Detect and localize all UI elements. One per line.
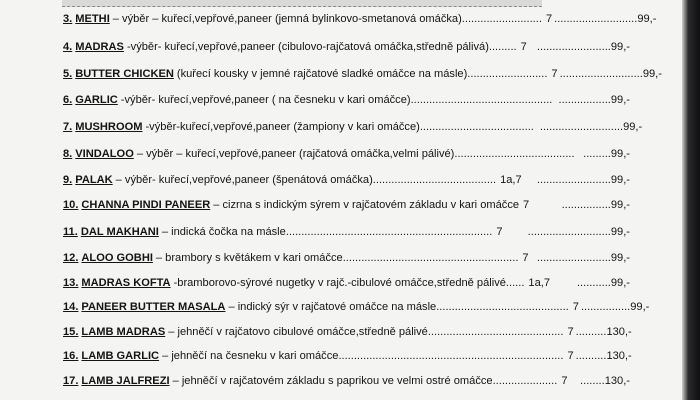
item-description: (kuřecí kousky v jemné rajčatové sladké omáčce na másle).......................... [176, 68, 548, 80]
item-number: 4. [63, 41, 73, 53]
item-price: ................99,- [580, 301, 650, 313]
item-name: CHANNA PINDI PANEER [81, 199, 211, 211]
item-allergens: 7 [522, 252, 529, 264]
item-price: .........99,- [583, 148, 630, 160]
item-allergens: 7 [567, 350, 574, 362]
item-price: ........................99,- [536, 174, 630, 186]
item-number: 13. [63, 277, 79, 289]
item-description: – indický sýr v rajčatové omáčce na másle........................................... [228, 301, 569, 313]
item-name: LAMB JALFREZI [81, 375, 170, 387]
item-description: -výběr- kuřecí,vepřové,paneer (cibulovo-rajčatová omáčka,středně pálivá)......... [126, 41, 517, 53]
item-description: – výběr – kuřecí,vepřové,paneer (rajčatová omáčka,velmi pálivé)....................................... [136, 148, 575, 160]
item-allergens: 7 [523, 199, 530, 211]
item-description: – jehněčí na česneku v kari omáčce......................................................................... [162, 350, 564, 362]
item-number: 10. [63, 199, 79, 211]
item-name: MADRAS KOFTA [81, 277, 171, 289]
item-name: ALOO GOBHI [81, 252, 153, 264]
item-allergens: 7 [572, 301, 579, 313]
menu-item [63, 67, 662, 81]
item-name: DAL MAKHANI [80, 226, 159, 238]
item-number: 16. [63, 350, 79, 362]
item-allergens: 7 [496, 226, 503, 238]
item-number: 11. [63, 226, 78, 238]
item-price: ........................99,- [536, 41, 630, 53]
item-name: PANEER BUTTER MASALA [81, 301, 226, 313]
menu-item [63, 93, 630, 107]
item-allergens: 7 [520, 41, 527, 53]
item-price: ........130,- [580, 375, 630, 387]
item-name: VINDALOO [75, 148, 134, 160]
item-description: – jehněčí v rajčatovém základu s paprikou ve velmi ostré omáčce..................... [172, 375, 558, 387]
item-price: ...........................99,- [554, 13, 657, 25]
item-name: GARLIC [75, 94, 118, 106]
menu-item [63, 300, 650, 314]
item-price: ...........99,- [576, 277, 630, 289]
item-description: – výběr- kuřecí,vepřové,paneer (špenátová omáčka)........................................ [115, 174, 497, 186]
menu-item [63, 374, 630, 388]
item-price: ...........................99,- [527, 226, 630, 238]
scan-dark-edge [682, 0, 700, 400]
item-price: ...........................99,- [539, 121, 643, 133]
item-allergens: 1a,7 [528, 277, 551, 289]
item-description: – brambory s květákem v kari omáčce......................................................... [155, 252, 519, 264]
menu-item [63, 225, 630, 239]
item-number: 14. [63, 301, 79, 313]
item-name: BUTTER CHICKEN [75, 68, 174, 80]
menu-item [63, 198, 630, 212]
item-description: – cizrna s indickým sýrem v rajčatovém základu v kari omáčce [213, 199, 520, 211]
item-price: ..........130,- [575, 326, 632, 338]
item-number: 9. [63, 174, 73, 186]
item-number: 8. [63, 148, 73, 160]
menu-item [63, 12, 657, 26]
item-number: 12. [63, 252, 79, 264]
menu-item [63, 349, 630, 363]
menu-item [63, 251, 630, 265]
menu-item [63, 173, 630, 187]
item-name: LAMB MADRAS [81, 326, 166, 338]
item-price: ..........130,- [575, 350, 632, 362]
item-name: PALAK [75, 174, 113, 186]
item-number: 5. [63, 68, 73, 80]
item-name: MADRAS [75, 41, 124, 53]
item-allergens: 7 [561, 375, 568, 387]
item-description: -výběr- kuřecí,vepřové,paneer ( na česneku v kari omáčce).............................................. [120, 94, 553, 106]
item-price: ........................99,- [536, 252, 630, 264]
item-allergens: 7 [545, 13, 553, 25]
item-allergens: 7 [567, 326, 574, 338]
item-description: – výběr – kuřecí,vepřové,paneer (jemná bylinkovo-smetanová omáčka).......................... [112, 13, 542, 25]
menu-item [63, 276, 630, 290]
menu-item [63, 40, 630, 54]
item-description: -výběr-kuřecí,vepřové,paneer (žampiony v kari omáčce)..................................... [145, 121, 534, 133]
item-price: .................99,- [558, 94, 630, 106]
menu-item [63, 325, 630, 339]
item-number: 3. [63, 13, 73, 25]
item-name: MUSHROOM [75, 121, 143, 133]
item-description: – indická čočka na másle................................................................... [161, 226, 493, 238]
item-number: 17. [63, 375, 79, 387]
menu-item [63, 120, 643, 134]
item-description: -bramborovo-sýrové nugetky v rajč.-cibulové omáčce,středně pálivé...... [173, 277, 525, 289]
item-description: – jehněčí v rajčatovo cibulové omáčce,středně pálivé............................................ [168, 326, 564, 338]
item-name: LAMB GARLIC [81, 350, 160, 362]
item-price: ................99,- [561, 199, 630, 211]
item-name: METHI [75, 13, 110, 25]
menu-item [63, 147, 630, 161]
item-number: 15. [63, 326, 79, 338]
cut-off-previous-line [62, 0, 542, 7]
item-allergens: 1a,7 [500, 174, 522, 186]
item-number: 7. [63, 121, 73, 133]
item-price: ...........................99,- [559, 68, 662, 80]
item-number: 6. [63, 94, 73, 106]
item-allergens: 7 [551, 68, 558, 80]
